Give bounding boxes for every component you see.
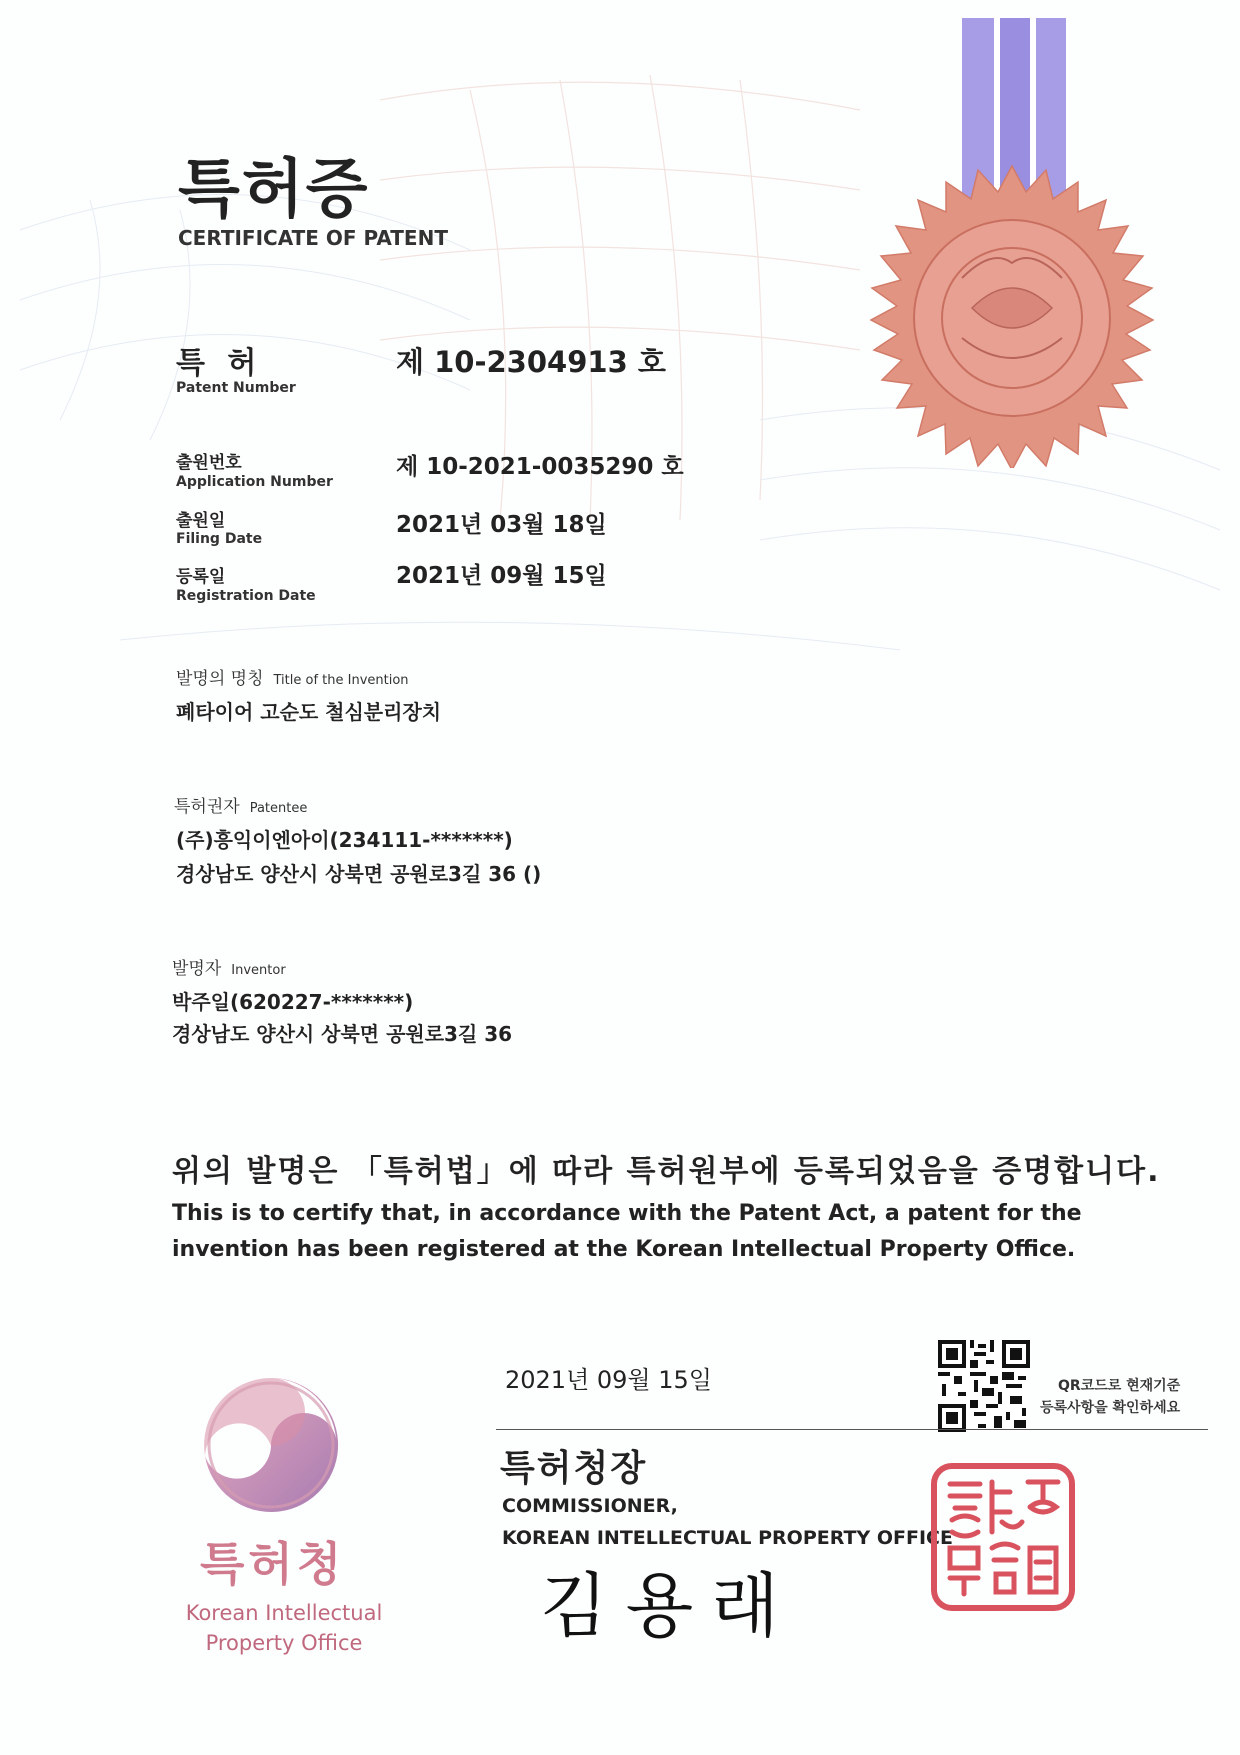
inventor-address: 경상남도 양산시 상북면 공원로3길 36 (172, 1022, 513, 1046)
invention-label-en: Title of the Invention (273, 673, 409, 688)
kipo-name-ko: 특허청 (200, 1537, 346, 1591)
certificate-title-en: CERTIFICATE OF PATENT (178, 226, 448, 250)
patentee-name: (주)흥익이엔아이(234111-*******) (176, 828, 513, 852)
patentee-heading (174, 792, 307, 817)
filing-label-ko: 출원일 (176, 511, 226, 531)
official-stamp (930, 1462, 1076, 1612)
inventor-heading (172, 954, 286, 979)
filing-date: 2021년 03월 18일 (396, 512, 607, 538)
commissioner-title-ko: 특허청장 (500, 1448, 648, 1489)
qr-caption-line-2: 등록사항을 확인하세요 (1040, 1400, 1181, 1416)
invention-heading (176, 664, 409, 689)
invention-label-ko: 발명의 명칭 (176, 669, 264, 689)
application-label-en: Application Number (176, 474, 333, 490)
patent-label-ko: 특 허 (176, 346, 263, 381)
certification-statement-ko: 위의 발명은 「특허법」에 따라 특허원부에 등록되었음을 증명합니다. (172, 1154, 1161, 1189)
commissioner-line-1: COMMISSIONER, (502, 1495, 678, 1517)
invention-title: 폐타이어 고순도 철심분리장치 (176, 700, 442, 724)
qr-caption-line-1: QR코드로 현재기준 (1058, 1378, 1181, 1394)
registration-date: 2021년 09월 15일 (396, 563, 607, 589)
registration-label-ko: 등록일 (176, 567, 226, 587)
certification-statement-en: This is to certify that, in accordance with the Patent Act, a patent for the invention has been registered at the Korean Intellectual Property Office. (172, 1201, 1082, 1262)
handwritten-signature: 김용래 (540, 1565, 797, 1647)
qr-code[interactable] (938, 1340, 1030, 1432)
signature-divider (496, 1429, 1208, 1430)
filing-label-en: Filing Date (176, 531, 263, 547)
kipo-name-line-1: Korean Intellectual (185, 1601, 383, 1625)
medal-seal (850, 18, 1170, 468)
inventor-label-en: Inventor (231, 963, 286, 978)
patent-label-en: Patent Number (176, 380, 296, 396)
inventor-label-ko: 발명자 (172, 959, 222, 979)
application-label-ko: 출원번호 (176, 453, 242, 473)
registration-label-en: Registration Date (176, 588, 316, 604)
application-number: 제 10-2021-0035290 호 (396, 454, 684, 480)
patent-number: 제 10-2304913 호 (396, 345, 666, 379)
patentee-address: 경상남도 양산시 상북면 공원로3길 36 () (176, 862, 542, 886)
kipo-logo (196, 1370, 346, 1520)
commissioner-line-2: KOREAN INTELLECTUAL PROPERTY OFFICE (502, 1527, 953, 1549)
kipo-name-line-2: Property Office (205, 1631, 363, 1655)
patentee-label-en: Patentee (249, 801, 308, 816)
issue-date: 2021년 09월 15일 (505, 1366, 712, 1394)
qr-caption (1040, 1375, 1180, 1419)
kipo-name-en (165, 1598, 403, 1658)
inventor-name: 박주일(620227-*******) (172, 990, 414, 1014)
certificate-title-ko: 특허증 (178, 153, 370, 227)
commissioner-title-en (502, 1490, 953, 1554)
patentee-label-ko: 특허권자 (174, 797, 240, 817)
